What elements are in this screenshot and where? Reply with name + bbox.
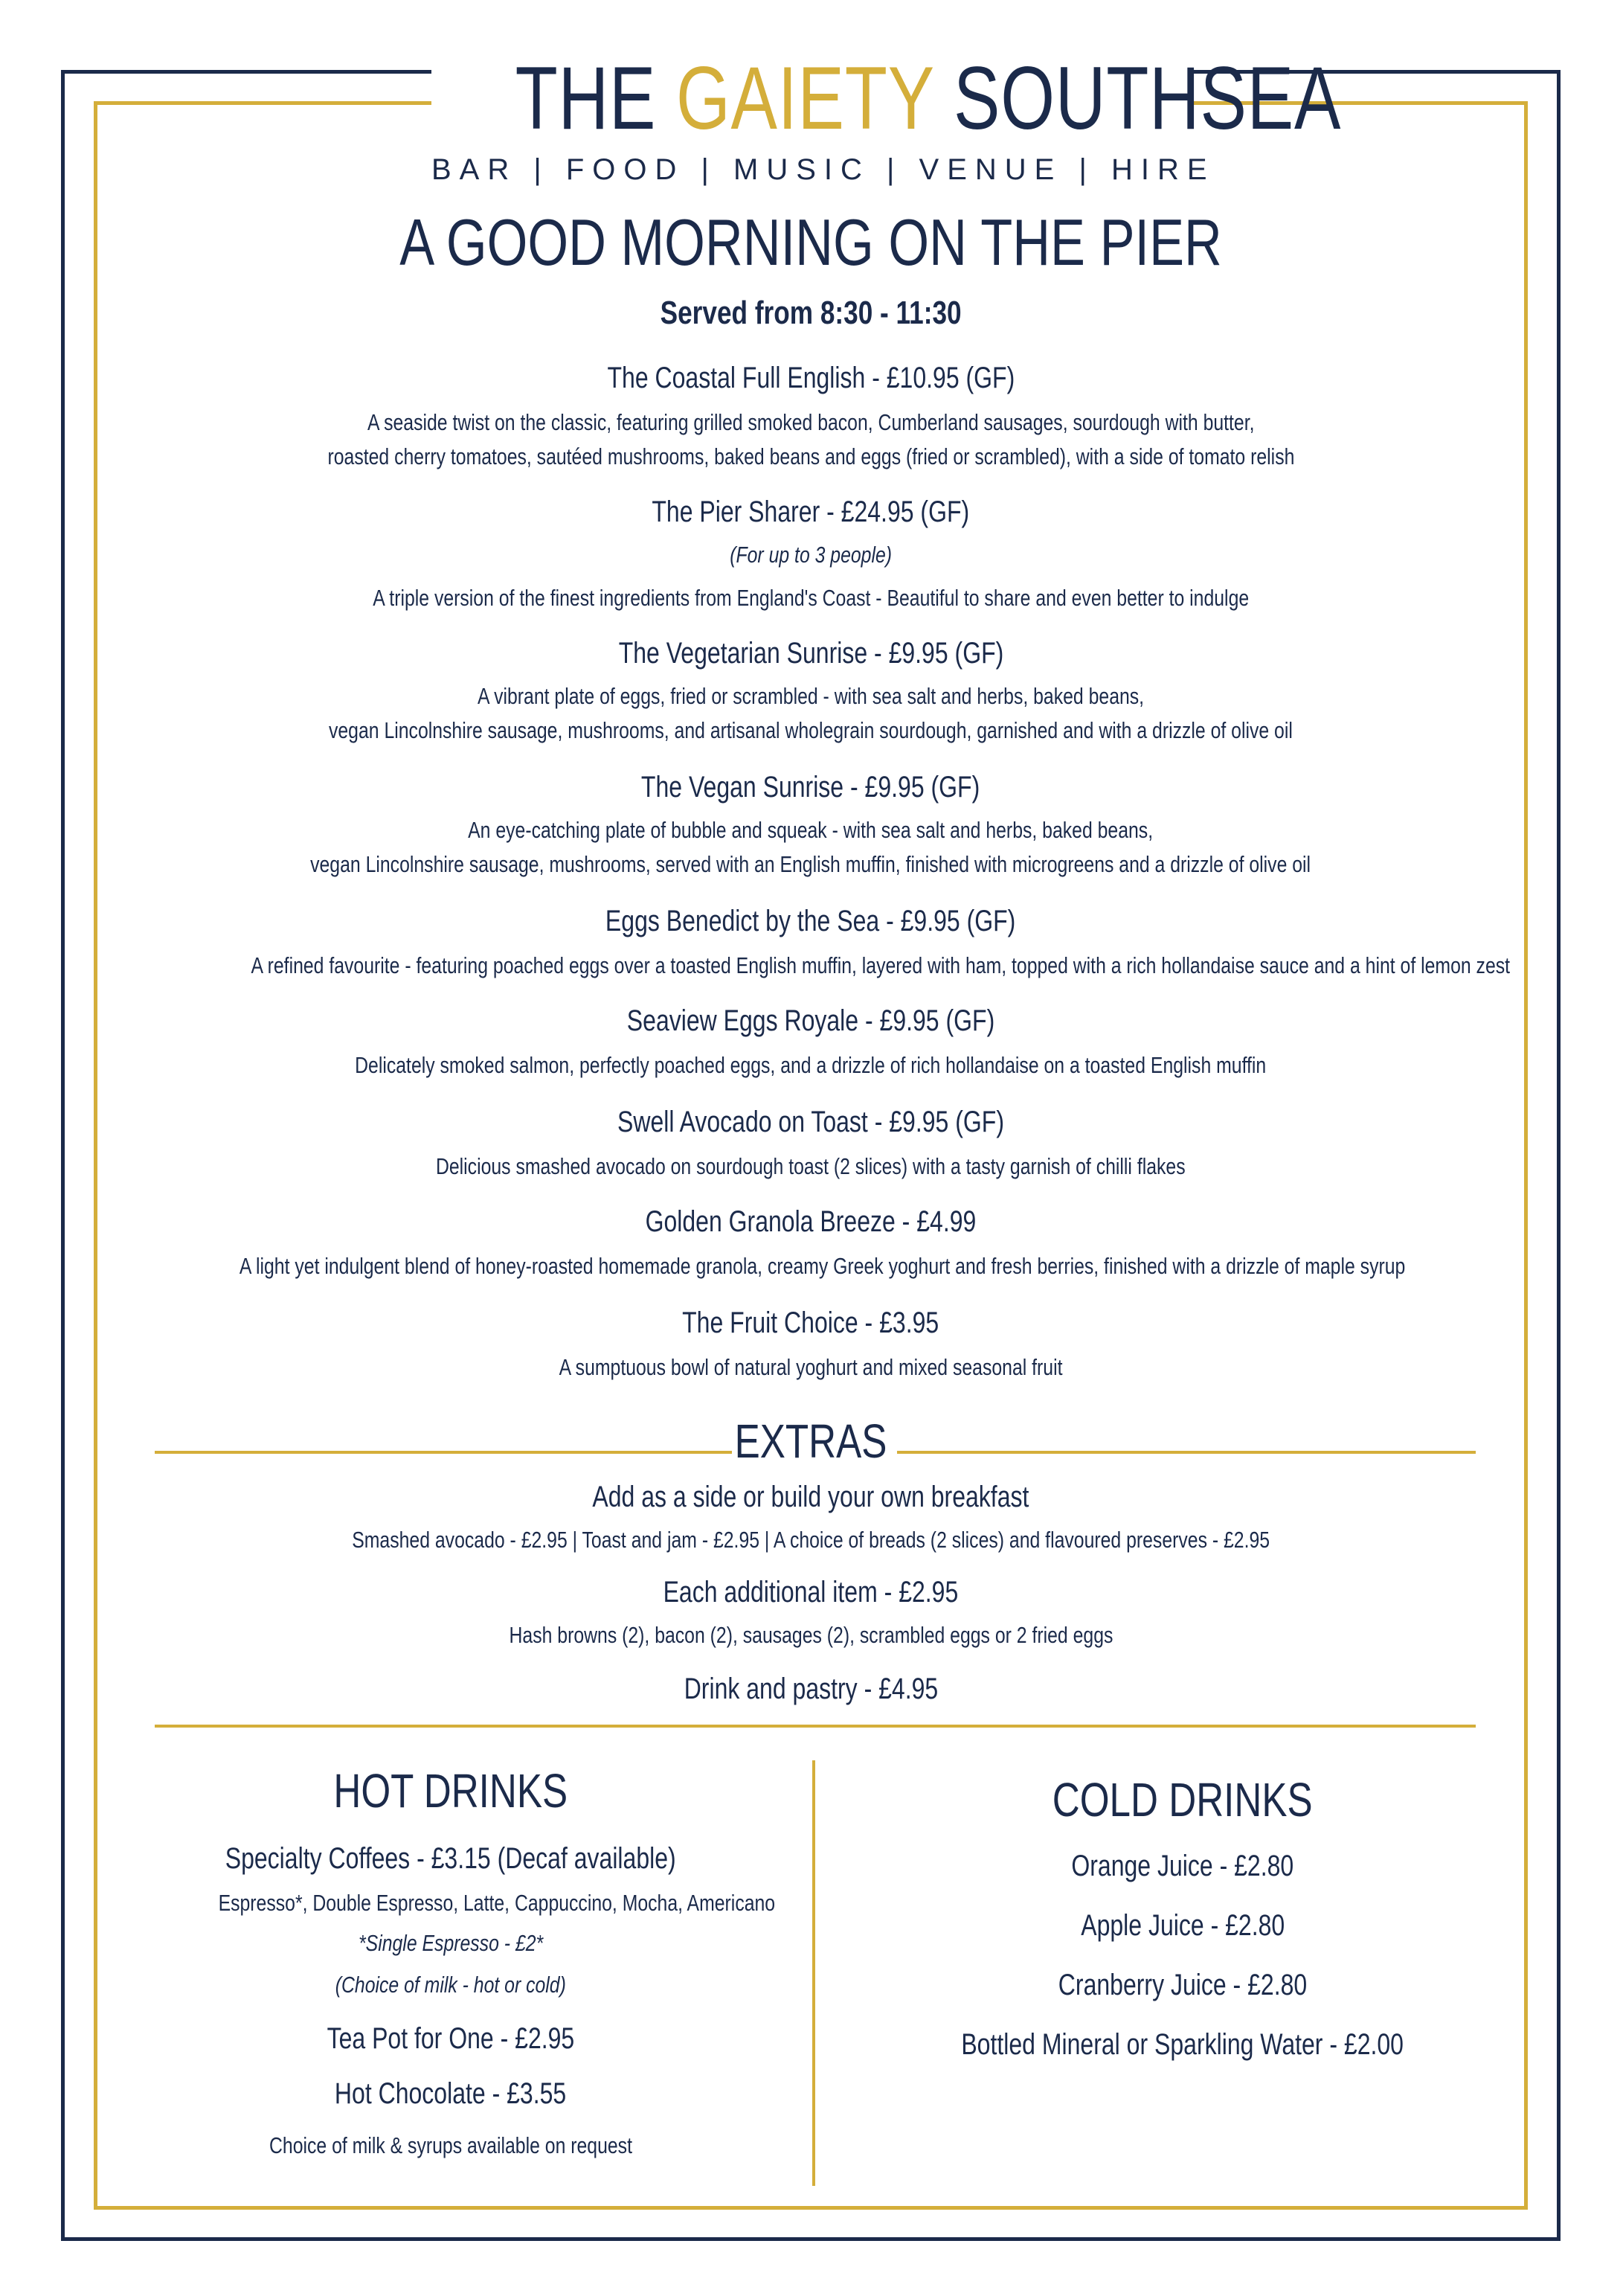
cold-drink-item-text: Orange Juice - £2.80 <box>1071 1850 1294 1882</box>
menu-item-title <box>94 905 1528 938</box>
item-desc-line: vegan Lincolnshire sausage, mushrooms, served with an English muffin, finished with microgreens and a drizzle of olive oil <box>310 851 1311 877</box>
page-title-text: A GOOD MORNING ON THE PIER <box>399 205 1222 279</box>
extras-side-line <box>94 1527 1528 1553</box>
item-title-text: Golden Granola Breeze - £4.99 <box>645 1205 977 1238</box>
hot-chocolate-item-text: Hot Chocolate - £3.55 <box>335 2077 567 2110</box>
menu-item-desc <box>94 952 1528 979</box>
cold-drink-item <box>878 1909 1488 1943</box>
menu-item-desc <box>94 443 1528 470</box>
menu-item-title <box>94 1205 1528 1239</box>
extras-drink-pastry-text: Drink and pastry - £4.95 <box>684 1673 938 1705</box>
menu-item-title <box>94 1106 1528 1139</box>
extras-additional-heading-text: Each additional item - £2.95 <box>663 1576 959 1609</box>
extras-side-line-text: Smashed avocado - £2.95 | Toast and jam - £2.95 | A choice of breads (2 slices) and flavoured preserves - £2.95 <box>352 1527 1270 1553</box>
cold-drinks-title-text: COLD DRINKS <box>1052 1773 1313 1827</box>
cold-drink-item-text: Cranberry Juice - £2.80 <box>1058 1969 1308 2001</box>
cold-drink-item-text: Bottled Mineral or Sparkling Water - £2.00 <box>961 2028 1404 2061</box>
item-title-text: Seaview Eggs Royale - £9.95 (GF) <box>626 1004 995 1037</box>
cold-drink-item <box>878 1850 1488 1883</box>
single-espresso-note <box>149 1930 753 1957</box>
extras-divider <box>155 1725 1476 1728</box>
logo-word-the: THE <box>515 48 676 148</box>
menu-item-desc <box>94 717 1528 744</box>
menu-item-desc <box>94 851 1528 878</box>
extras-additional-line <box>94 1622 1528 1649</box>
menu-item-title <box>94 362 1528 395</box>
item-note-text: (For up to 3 people) <box>730 542 892 568</box>
menu-item-desc <box>94 683 1528 710</box>
cold-drinks-title <box>878 1772 1488 1827</box>
item-desc-line: A light yet indulgent blend of honey-roasted homemade granola, creamy Greek yoghurt and fresh berries, finished with a drizzle of maple syrup <box>239 1253 1406 1279</box>
menu-item-desc <box>94 1354 1528 1381</box>
cold-drink-item <box>878 2028 1488 2062</box>
menu-item-title <box>94 771 1528 804</box>
menu-item-title <box>94 496 1528 529</box>
item-desc-line: An eye-catching plate of bubble and squeak - with sea salt and herbs, baked beans, <box>468 817 1154 843</box>
item-desc-line: Delicious smashed avocado on sourdough toast (2 slices) with a tasty garnish of chilli flakes <box>436 1153 1186 1179</box>
extras-title <box>94 1414 1528 1469</box>
tea-item <box>149 2022 753 2056</box>
menu-item-desc <box>94 1253 1528 1280</box>
logo-word-gaiety: GAIETY <box>675 48 934 148</box>
item-title-text: The Coastal Full English - £10.95 (GF) <box>607 362 1015 394</box>
served-hours-text: Served from 8:30 - 11:30 <box>660 295 962 331</box>
item-desc-line: A seaside twist on the classic, featuring grilled smoked bacon, Cumberland sausages, sourdough with butter, <box>367 409 1255 435</box>
logo-word-southsea: SOUTHSEA <box>933 48 1342 148</box>
extras-title-text: EXTRAS <box>734 1414 887 1468</box>
milk-note-text: (Choice of milk - hot or cold) <box>335 1972 567 1998</box>
logo-title <box>515 48 1342 148</box>
menu-item-desc <box>94 1153 1528 1180</box>
item-desc-line: A triple version of the finest ingredients from England's Coast - Beautiful to share and even better to indulge <box>373 585 1249 611</box>
logo-tagline: BAR | FOOD | MUSIC | VENUE | HIRE <box>431 153 1215 186</box>
hot-drinks-title-text: HOT DRINKS <box>333 1764 568 1818</box>
item-desc-line: Delicately smoked salmon, perfectly poached eggs, and a drizzle of rich hollandaise on a toasted English muffin <box>355 1052 1267 1078</box>
item-desc-line: A refined favourite - featuring poached eggs over a toasted English muffin, layered with ham, topped with a rich hollandaise sauce and a hint of lemon zest <box>251 952 1511 978</box>
milk-note <box>149 1972 753 1998</box>
item-title-text: The Fruit Choice - £3.95 <box>682 1306 939 1339</box>
menu-item-desc <box>94 409 1528 436</box>
item-desc-line: A vibrant plate of eggs, fried or scrambled - with sea salt and herbs, baked beans, <box>477 683 1145 709</box>
item-desc-line: vegan Lincolnshire sausage, mushrooms, and artisanal wholegrain sourdough, garnished and with a drizzle of olive oil <box>329 717 1293 743</box>
cold-drink-item-text: Apple Juice - £2.80 <box>1081 1909 1285 1942</box>
extras-additional-heading <box>94 1576 1528 1609</box>
menu-item-title <box>94 637 1528 670</box>
coffees-line <box>149 1890 776 1917</box>
item-title-text: Swell Avocado on Toast - £9.95 (GF) <box>617 1106 1004 1138</box>
tea-item-text: Tea Pot for One - £2.95 <box>327 2022 575 2055</box>
item-title-text: The Vegetarian Sunrise - £9.95 (GF) <box>618 637 1003 670</box>
hot-drinks-footer-text: Choice of milk & syrups available on request <box>269 2132 632 2158</box>
item-title-text: Eggs Benedict by the Sea - £9.95 (GF) <box>605 905 1016 937</box>
logo <box>431 22 1342 198</box>
hot-drinks-footer <box>149 2132 753 2159</box>
menu-item-desc <box>94 585 1528 612</box>
item-desc-line: roasted cherry tomatoes, sautéed mushrooms, baked beans and eggs (fried or scrambled), with a side of tomato relish <box>327 443 1294 469</box>
menu-item-title <box>94 1306 1528 1340</box>
cold-drink-item <box>878 1969 1488 2002</box>
item-title-text: The Pier Sharer - £24.95 (GF) <box>652 496 970 528</box>
coffees-heading-text: Specialty Coffees - £3.15 (Decaf available) <box>225 1842 676 1875</box>
served-hours <box>94 295 1528 332</box>
menu-item-title <box>94 1004 1528 1038</box>
extras-rule-right <box>897 1451 1476 1454</box>
drinks-divider <box>812 1760 815 2186</box>
extras-drink-pastry <box>94 1673 1528 1706</box>
extras-side-heading <box>94 1481 1528 1514</box>
coffees-line-text: Espresso*, Double Espresso, Latte, Cappuccino, Mocha, Americano <box>218 1890 776 1916</box>
page-title <box>94 207 1528 278</box>
extras-additional-line-text: Hash browns (2), bacon (2), sausages (2), scrambled eggs or 2 fried eggs <box>509 1622 1113 1648</box>
hot-drinks-title <box>149 1763 753 1818</box>
extras-side-heading-text: Add as a side or build your own breakfast <box>592 1481 1029 1513</box>
menu-item-desc <box>94 817 1528 844</box>
menu-item-note <box>94 542 1528 568</box>
item-title-text: The Vegan Sunrise - £9.95 (GF) <box>641 771 980 804</box>
coffees-heading <box>149 1842 753 1876</box>
menu-item-desc <box>94 1052 1528 1079</box>
extras-rule-left <box>155 1451 732 1454</box>
single-espresso-note-text: *Single Espresso - £2* <box>358 1930 544 1956</box>
item-desc-line: A sumptuous bowl of natural yoghurt and mixed seasonal fruit <box>559 1354 1063 1380</box>
hot-chocolate-item <box>149 2077 753 2111</box>
